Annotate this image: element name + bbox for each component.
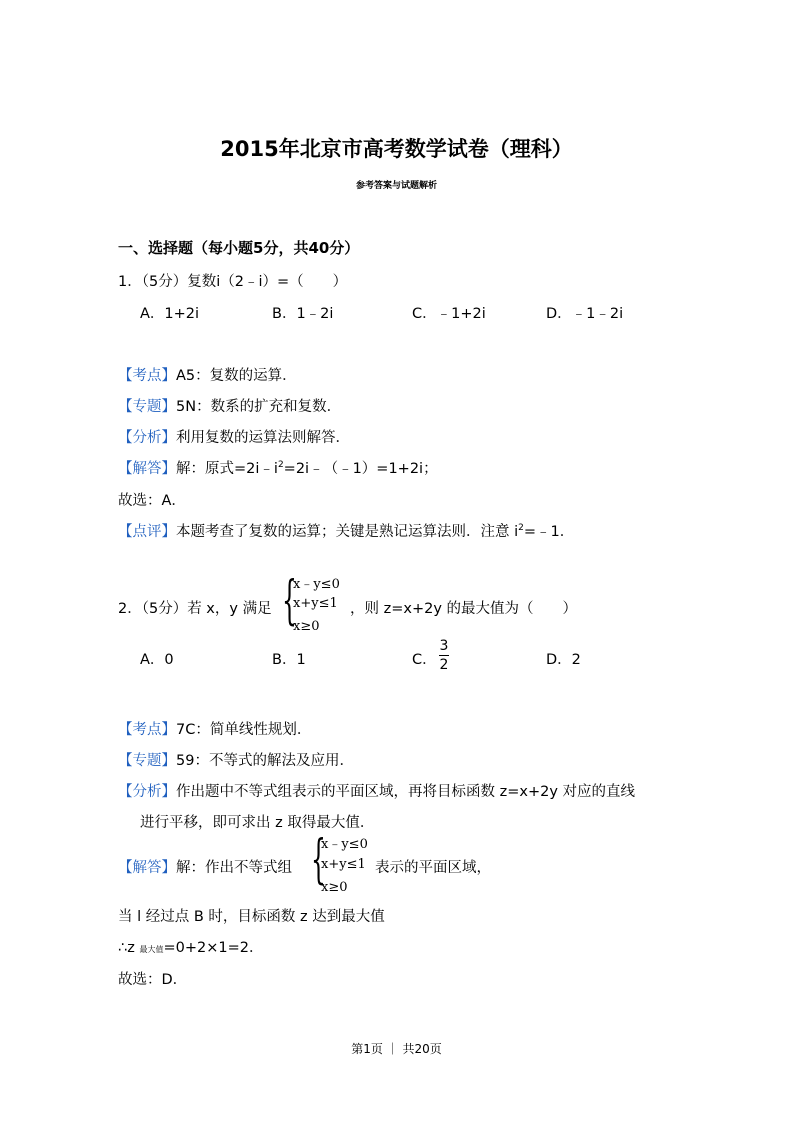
fraction-numerator: 3	[439, 638, 449, 654]
q1-kaodian	[118, 364, 297, 385]
q2-option-a: A．0	[140, 652, 174, 668]
q2-option-c-fraction	[437, 638, 451, 673]
kaodian-tag: 【考点】	[118, 368, 176, 384]
jieda-tag: 【解答】	[118, 461, 176, 477]
section-heading: 一、选择题（每小题5分，共40分）	[118, 239, 360, 257]
fraction-denominator: 2	[439, 657, 449, 673]
jieda-text: 解：原式=2i﹣i	[176, 461, 278, 477]
jieda-tag: 【解答】	[118, 860, 176, 876]
q2-jieda-system-line-2: x+y≤1	[321, 857, 366, 872]
zhuanti-text: 59：不等式的解法及应用．	[176, 753, 354, 769]
q2-option-c: C．	[412, 652, 437, 668]
q2-fenxi	[118, 780, 635, 801]
q1-option-b: B．1﹣2i	[272, 306, 334, 322]
q1-dianping	[118, 520, 574, 541]
therefore-text: ∴z	[118, 940, 140, 956]
q1-option-d: D．﹣1﹣2i	[546, 306, 624, 322]
q1-answer: 故选：A．	[118, 493, 186, 509]
max-subscript: 最大值	[139, 945, 164, 954]
zhuanti-tag: 【专题】	[118, 753, 176, 769]
q1-jieda	[118, 457, 438, 478]
q2-fenxi-continued: 进行平移，即可求出 z 取得最大值．	[140, 815, 375, 831]
q2-jieda-end: 表示的平面区域，	[375, 860, 491, 876]
q1-fenxi	[118, 426, 350, 447]
q2-answer: 故选：D．	[118, 972, 188, 988]
page-title: 2015年北京市高考数学试卷（理科）	[220, 137, 573, 161]
q2-system-line-3: x≥0	[293, 619, 320, 634]
zhuanti-text: 5N：数系的扩充和复数．	[176, 399, 342, 415]
page-subtitle: 参考答案与试题解析	[355, 181, 437, 191]
dianping-text-end: =﹣1．	[523, 524, 575, 540]
kaodian-text: 7C：简单线性规划．	[176, 722, 312, 738]
q2-jieda-system-line-3: x≥0	[321, 880, 348, 895]
jieda-text: 解：作出不等式组	[176, 860, 292, 876]
q2-stem-end: ，则 z=x+2y 的最大值为（ ）	[350, 601, 578, 617]
q2-line-1: 当 l 经过点 B 时，目标函数 z 达到最大值	[118, 909, 385, 925]
zhuanti-tag: 【专题】	[118, 399, 176, 415]
fraction-bar	[439, 655, 449, 656]
q2-zhuanti	[118, 749, 354, 770]
q2-line-2	[118, 936, 263, 957]
kaodian-tag: 【考点】	[118, 722, 176, 738]
brace-icon: {	[282, 571, 297, 631]
q1-option-c: C．﹣1+2i	[412, 306, 486, 322]
q1-stem: 1．（5分）复数i（2﹣i）=（ ）	[118, 274, 348, 290]
fenxi-tag: 【分析】	[118, 430, 176, 446]
jieda-text-end: =2i﹣（﹣1）=1+2i；	[283, 461, 438, 477]
fenxi-tag: 【分析】	[118, 784, 176, 800]
q2-system-line-2: x+y≤1	[293, 596, 338, 611]
q2-option-d: D．2	[546, 652, 581, 668]
q2-kaodian	[118, 718, 311, 739]
q2-stem-start: 2．（5分）若 x，y 满足	[118, 601, 272, 617]
fenxi-text: 作出题中不等式组表示的平面区域，再将目标函数 z=x+2y 对应的直线	[176, 784, 636, 800]
q2-option-b: B．1	[272, 652, 306, 668]
fenxi-text: 利用复数的运算法则解答．	[176, 430, 350, 446]
jieda-superscript: 2	[277, 460, 284, 471]
dianping-superscript: 2	[518, 523, 524, 534]
q1-zhuanti	[118, 395, 341, 416]
result-text: =0+2×1=2．	[163, 940, 264, 956]
q2-system-line-1: x﹣y≤0	[293, 577, 340, 592]
dianping-tag: 【点评】	[118, 524, 176, 540]
q1-option-a: A．1+2i	[140, 306, 200, 322]
brace-icon: {	[311, 830, 326, 890]
dianping-text: 本题考查了复数的运算；关键是熟记运算法则．注意 i	[176, 524, 519, 540]
q2-jieda-system-line-1: x﹣y≤0	[321, 837, 368, 852]
kaodian-text: A5：复数的运算．	[176, 368, 297, 384]
q2-jieda	[118, 856, 292, 877]
page-footer: 第1页 ｜ 共20页	[351, 1042, 442, 1056]
